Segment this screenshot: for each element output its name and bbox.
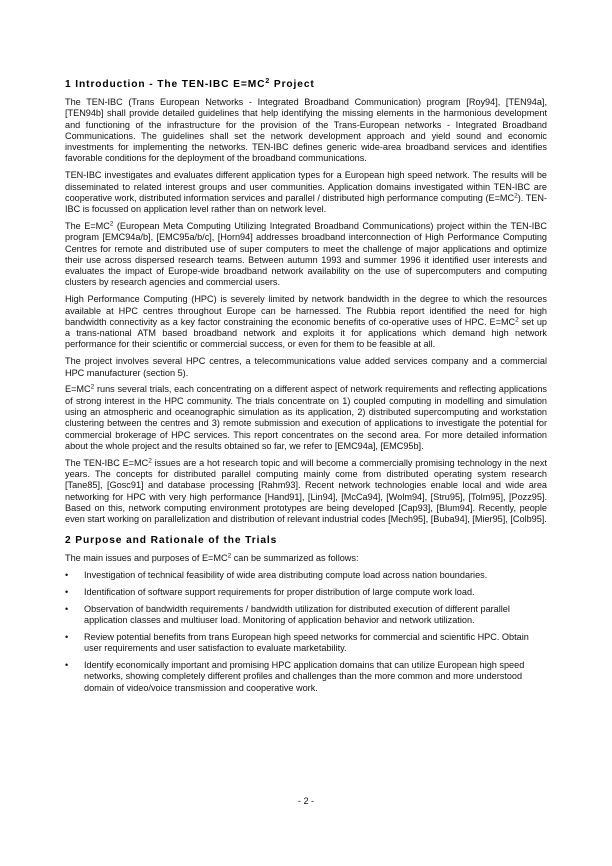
text: The TEN-IBC E=MC [65,457,149,468]
bullet-icon: • [65,631,69,642]
bullet-icon: • [65,603,69,614]
superscript: 2 [90,383,95,391]
bullet-icon: • [65,570,69,581]
paragraph-purposes-intro [65,553,547,564]
section-2-heading: 2 Purpose and Rationale of the Trials [65,535,278,547]
text: The main issues and purposes of E=MC [65,553,228,564]
list-item-text: Review potential benefits from trans European high speed networks for commercial and scientific HPC. Obtain user requirements and user satisfaction to evaluate marketability. [84,631,529,654]
paragraph-project-involves: The project involves several HPC centres, a telecommunications value added services company and a commercial HPC manufacturer (section 5). [65,356,547,378]
bullet-icon: • [65,586,69,597]
bullet-icon: • [65,659,69,670]
text: The E=MC [65,220,110,231]
text: High Performance Computing (HPC) is severely limited by network bandwidth in the degree to which the resources available at HPC centres throughout Europe can be harnessed. The Rubbia report identified the need for high bandwidth connectivity as a key factor constraining the economic benefits of co-operative uses of HPC. E=MC [65,294,547,327]
paragraph-hpc-limits [65,294,547,350]
purposes-list [65,570,547,694]
heading-text: 1 Introduction - The TEN-IBC E=MC [65,79,266,90]
list-item-text: Observation of bandwidth requirements / bandwidth utilization for distributed execution of different parallel application classes and multiuser load. Monitoring of application behavior and network utilization. [84,603,510,626]
list-item [65,660,547,694]
paragraph-ten-ibc-intro: The TEN-IBC (Trans European Networks - Integrated Broadband Communication) program [Roy94], [TEN94a], [TEN94b] shall provide detailed guidelines that help identifying the missing elements in the harmonious development and functioning of the infrastructure for the provision of the Trans-European networks - Integrated Broadband Communications. The guidelines shall set the network development approach and yield sound and economic investments for implementing the networks. TEN-IBC defines generic wide-area broadband services and identifies favorable conditions for the deployment of the broadband communications. [65,97,547,164]
paragraph-ten-ibc-investigates [65,170,547,215]
list-item [65,570,547,581]
superscript: 2 [148,457,152,465]
superscript: 2 [265,78,271,85]
text: issues are a hot research topic and will become a commercially promising technology in the next years. The concepts for distributed parallel computing mainly come from distributed operating system research [Tane85], [Gosc91] and database processing [Rahm93]. Recent network technologies enable local and wide area networking for HPC with very high performance [Hand91], [Lin94], [McCa94], [Wolm94], [Stru95], [Tolm95], [Pozz95]. Based on this, network computing environment prototypes are being developed [Cap93], [Blum94]. Recently, people even start working on parallelization and distribution of relevant industrial codes [Mech95], [Buba94], [Mier95], [Colb95]. [65,457,547,525]
paragraph-research-topic [65,458,547,526]
text: ). TEN-IBC is focussed on application level rather than on network level. [65,192,548,215]
paragraph-trials [65,384,547,452]
list-item-text: Identify economically important and promising HPC application domains that can utilize European high speed networks, showing completely different profiles and challenges than the more common and more understood domain of video/voice transmission and cooperative work. [84,659,525,693]
text: (European Meta Computing Utilizing Integrated Broadband Communications) project within the TEN-IBC program [EMC94a/b], [EMC95a/b/c], [Horn94] addresses broadband interconnection of High Performance Computing Centres for remote and distributed use of super computers to meet the challenge of major applications and optimize their use across dispersed research teams. Between autumn 1993 and summer 1996 it identified user interests and evaluates the impact of Europe-wide broadband network availability on the use of supercomputers and computing clusters by research agencies and commercial users. [65,220,547,288]
list-item [65,604,547,627]
list-item [65,587,547,598]
paragraph-emc2-project [65,221,547,289]
page-number: - 2 - [297,796,315,806]
section-1-heading [65,78,547,91]
superscript: 2 [514,192,518,200]
heading-text-suffix: Project [270,79,315,90]
superscript: 2 [515,316,519,324]
text: runs several trials, each concentrating on a different aspect of network requirements and reflecting applications of strong interest in the HPC community. The trials concentrate on 1) coupled computing in modelling and simulation using an atmospheric and oceanographic simulation as its application, 2) distributed supercomputing and workstation clustering between the centres and 3) remote submission and execution of applications to investigate the potential for commercial brokerage of HPC services. This report concentrates on the second area. For more detailed information about the whole project and the results obtained so far, we refer to [EMC94a], [EMC95b]. [65,384,547,451]
list-item [65,632,547,655]
document-page [65,78,547,699]
text: set up a trans-national ATM based broadband network and exploits it for applications which demand high network performance for their scientific or commercial success, or even for them to be feasible at all. [65,316,547,350]
list-item-text: Identification of software support requirements for proper distribution of large compute work load. [84,586,475,597]
text: can be summarized as follows: [231,553,359,564]
text: E=MC [65,384,91,395]
list-item-text: Investigation of technical feasibility of wide area distributing compute load across nation boundaries. [84,570,488,581]
superscript: 2 [109,220,114,228]
text: TEN-IBC investigates and evaluates different application types for a European high speed network. The results will be disseminated to related interest groups and user communities. Application domains investigated within TEN-IBC are cooperative work, distributed information services and parallel / distributed high performance computing (E=MC [65,170,547,203]
superscript: 2 [227,552,232,560]
